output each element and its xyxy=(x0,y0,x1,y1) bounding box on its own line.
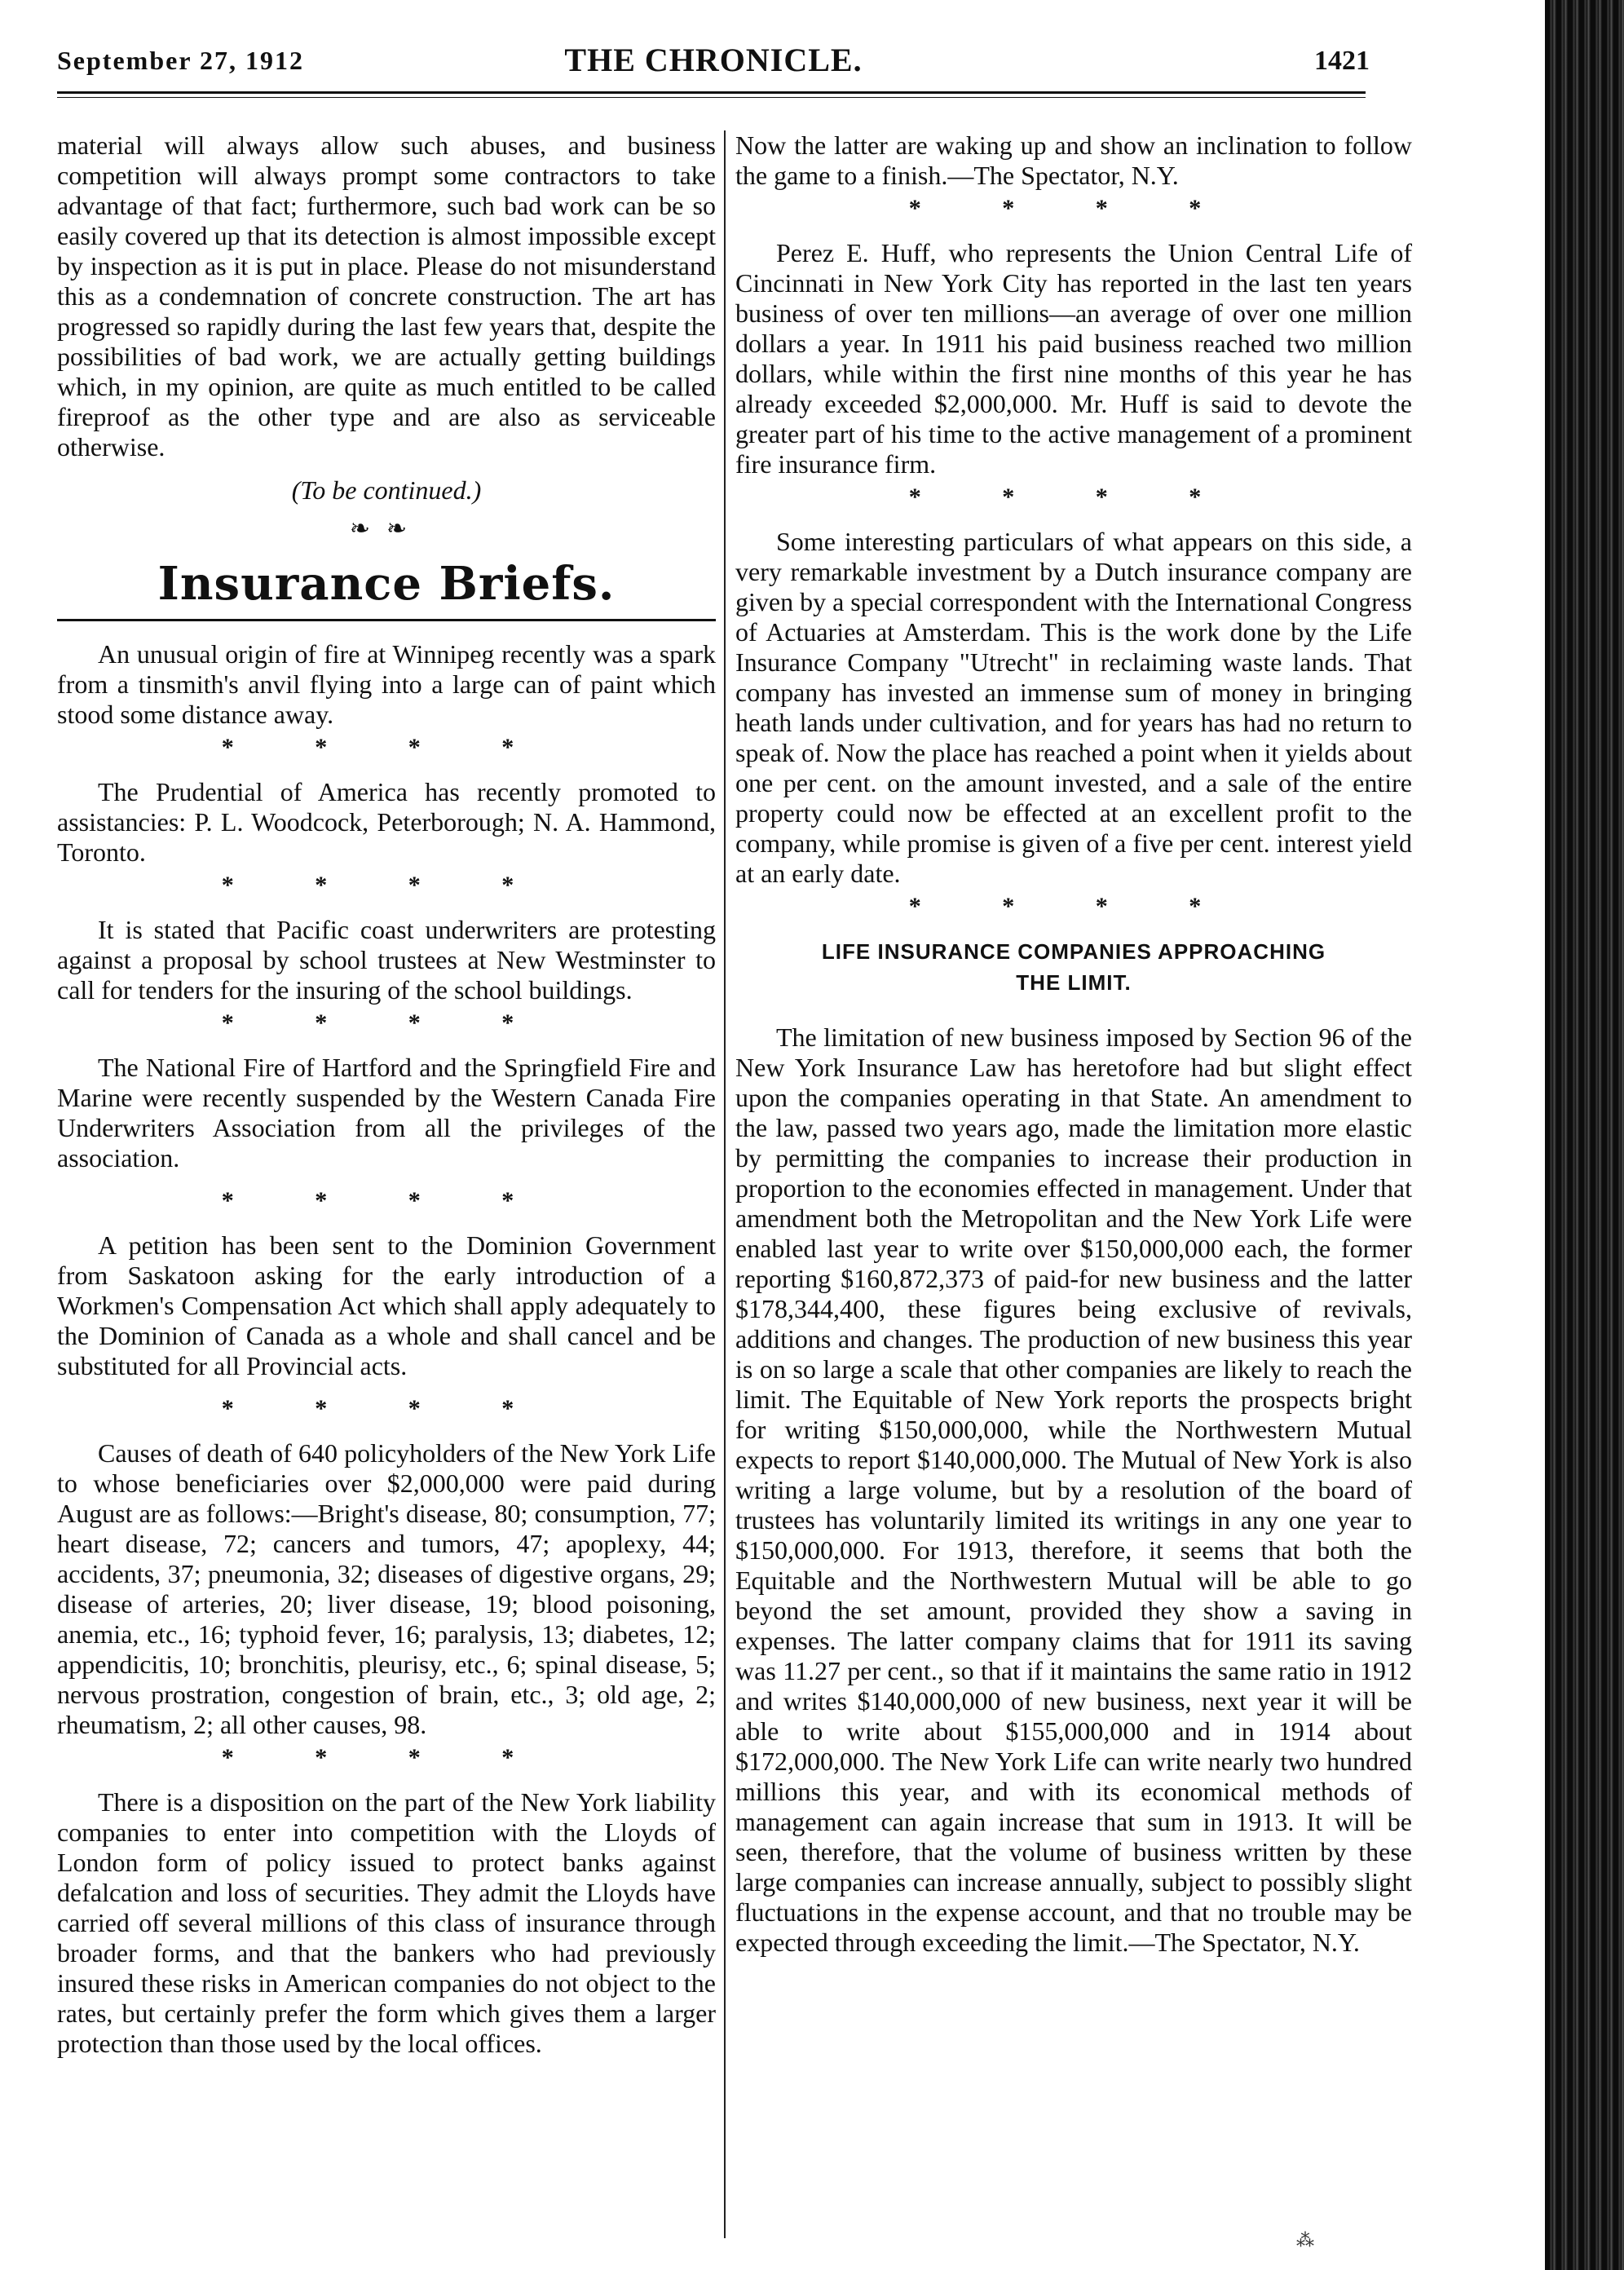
star-separator: * * * * xyxy=(221,1395,552,1422)
star-separator: * * * * xyxy=(221,1187,552,1214)
article-title xyxy=(735,936,1412,998)
star-separator: * * * * xyxy=(908,195,1239,222)
left-column xyxy=(57,130,716,2059)
article-title-line: LIFE INSURANCE COMPANIES APPROACHING xyxy=(821,939,1326,964)
right-column xyxy=(735,130,1412,1958)
brief-item: The National Fire of Hartford and the Springfield Fire and Marine were recently suspended by the Western Canada Fire Underwriters Association from all the privileges of the association. xyxy=(57,1053,716,1173)
brief-item: There is a disposition on the part of the New York liability companies to enter into competition with the Lloyds of London form of policy issued to protect banks against defalcation and loss of securities. They admit the Lloyds have carried off several millions of this class of insurance through broader forms, and that the bankers who had previously insured these risks in American companies do not object to the rates, but certainly prefer the form which gives them a larger protection than those used by the local offices. xyxy=(57,1787,716,2058)
issue-date: September 27, 1912 xyxy=(57,46,304,75)
article-title-line: THE LIMIT. xyxy=(1016,970,1132,995)
star-separator: * * * * xyxy=(908,484,1239,510)
publication-title: THE CHRONICLE. xyxy=(564,42,863,78)
header-rule-thin xyxy=(57,97,1366,98)
star-separator: * * * * xyxy=(221,1744,552,1771)
print-smudge-icon: ⁂ xyxy=(1296,2230,1314,2250)
to-be-continued: (To be continued.) xyxy=(291,475,482,505)
star-separator: * * * * xyxy=(908,893,1239,920)
article-body: The limitation of new business imposed by Section 96 of the New York Insurance Law has heretofore had but slight effect upon the companies operating in that State. An amendment to the law, passed two years ago, made the limitation more elastic by permitting the companies to increase their production in proportion to the economies effected in management. Under that amendment both the Metropolitan and the New York Life were enabled last year to write over $150,000,000 each, the former reporting $160,872,373 of paid-for new business and the latter $178,344,400, these figures being exclusive of revivals, additions and changes. The production of new business this year is on so large a scale that other companies are likely to reach the limit. The Equitable of New York reports the prospects bright for writing $150,000,000, while the Northwestern Mutual expects to report $140,000,000. The Mutual of New York is also writing a large volume, but by a resolution of the board of trustees has voluntarily limited its writings in any one year to $150,000,000. For 1913, therefore, it seems that both the Equitable and the Northwestern Mutual will be able to go beyond the set amount, provided they show a saving in expenses. The latter company claims that for 1911 its saving was 11.27 per cent., so that if it maintains the same ratio in 1912 and writes $140,000,000 of new business, next year it will be able to write about $155,000,000 and in 1914 about $172,000,000. The New York Life can write nearly two hundred millions this year, and with its economical methods of management can again increase that sum in 1913. It will be seen, therefore, that the volume of business written by these large companies can increase annually, subject to possibly slight fluctuations in the expense account, and that no trouble may be expected through exceeding the limit.—The Spectator, N.Y. xyxy=(735,1022,1412,1957)
section-title: Insurance Briefs. xyxy=(157,557,616,611)
continued-paragraph: material will always allow such abuses, and business competition will always prompt some contractors to take advantage of that fact; furthermore, such bad work can be so easily covered up that its detection is almost impossible except by inspection as it is put in place. Please do not misunderstand this as a condemnation of concrete construction. The art has progressed so rapidly during the last few years that, despite the possibilities of bad work, we are actually getting buildings which, in my opinion, are quite as much entitled to be called fireproof as the other type and are also as serviceable otherwise. xyxy=(57,130,716,462)
star-separator: * * * * xyxy=(221,1009,552,1036)
page-number: 1421 xyxy=(1314,46,1370,76)
brief-item: An unusual origin of fire at Winnipeg recently was a spark from a tinsmith's anvil flying into a large can of paint which stood some distance away. xyxy=(57,639,716,729)
brief-item: It is stated that Pacific coast underwriters are protesting against a proposal by school trustees at New Westminster to call for tenders for the insuring of the school buildings. xyxy=(57,915,716,1005)
star-separator: * * * * xyxy=(221,734,552,761)
brief-item: Perez E. Huff, who represents the Union Central Life of Cincinnati in New York City has reported in the last ten years business of over ten millions—an average of over one million dollars a year. In 1911 his paid business reached two million dollars, while within the first nine months of this year he has already exceeded $2,000,000. Mr. Huff is said to devote the greater part of his time to the active management of a prominent fire insurance firm. xyxy=(735,238,1412,479)
column-divider xyxy=(724,130,726,2238)
brief-item: A petition has been sent to the Dominion Government from Saskatoon asking for the early introduction of a Workmen's Compensation Act which shall apply adequately to the Dominion of Canada as a whole and shall cancel and be substituted for all Provincial acts. xyxy=(57,1230,716,1380)
brief-item: Causes of death of 640 policyholders of the New York Life to whose beneficiaries over $2,000,000 were paid during August are as follows:—Bright's disease, 80; consumption, 77; heart disease, 72; cancers and tumors, 47; apoplexy, 44; accidents, 37; pneumonia, 32; diseases of digestive organs, 29; disease of arteries, 20; liver disease, 19; blood poisoning, anemia, etc., 16; typhoid fever, 16; paralysis, 13; diabetes, 12; appendicitis, 10; bronchitis, pleurisy, etc., 6; spinal disease, 5; nervous prostration, congestion of brain, etc., 3; old age, 2; rheumatism, 2; all other causes, 98. xyxy=(57,1438,716,1739)
section-rule xyxy=(57,619,716,621)
ornament-icon: ❧❧ xyxy=(349,515,424,542)
header-rule-thick xyxy=(57,91,1366,94)
continued-paragraph: Now the latter are waking up and show an inclination to follow the game to a finish.—The Spectator, N.Y. xyxy=(735,130,1412,190)
brief-item: Some interesting particulars of what appears on this side, a very remarkable investment by a Dutch insurance company are given by a special correspondent with the International Congress of Actuaries at Amsterdam. This is the work done by the Life Insurance Company "Utrecht" in reclaiming waste lands. That company has invested an immense sum of money in bringing heath lands under cultivation, and for years has had no return to speak of. Now the place has reached a point when it yields about one per cent. on the amount invested, and a sale of the entire property could now be effected at an excellent profit to the company, while promise is given of a five per cent. interest yield at an early date. xyxy=(735,527,1412,888)
star-separator: * * * * xyxy=(221,872,552,899)
brief-item: The Prudential of America has recently promoted to assistancies: P. L. Woodcock, Peterborough; N. A. Hammond, Toronto. xyxy=(57,777,716,867)
page-binding-edge xyxy=(1545,0,1624,2270)
page-header xyxy=(57,41,1370,82)
